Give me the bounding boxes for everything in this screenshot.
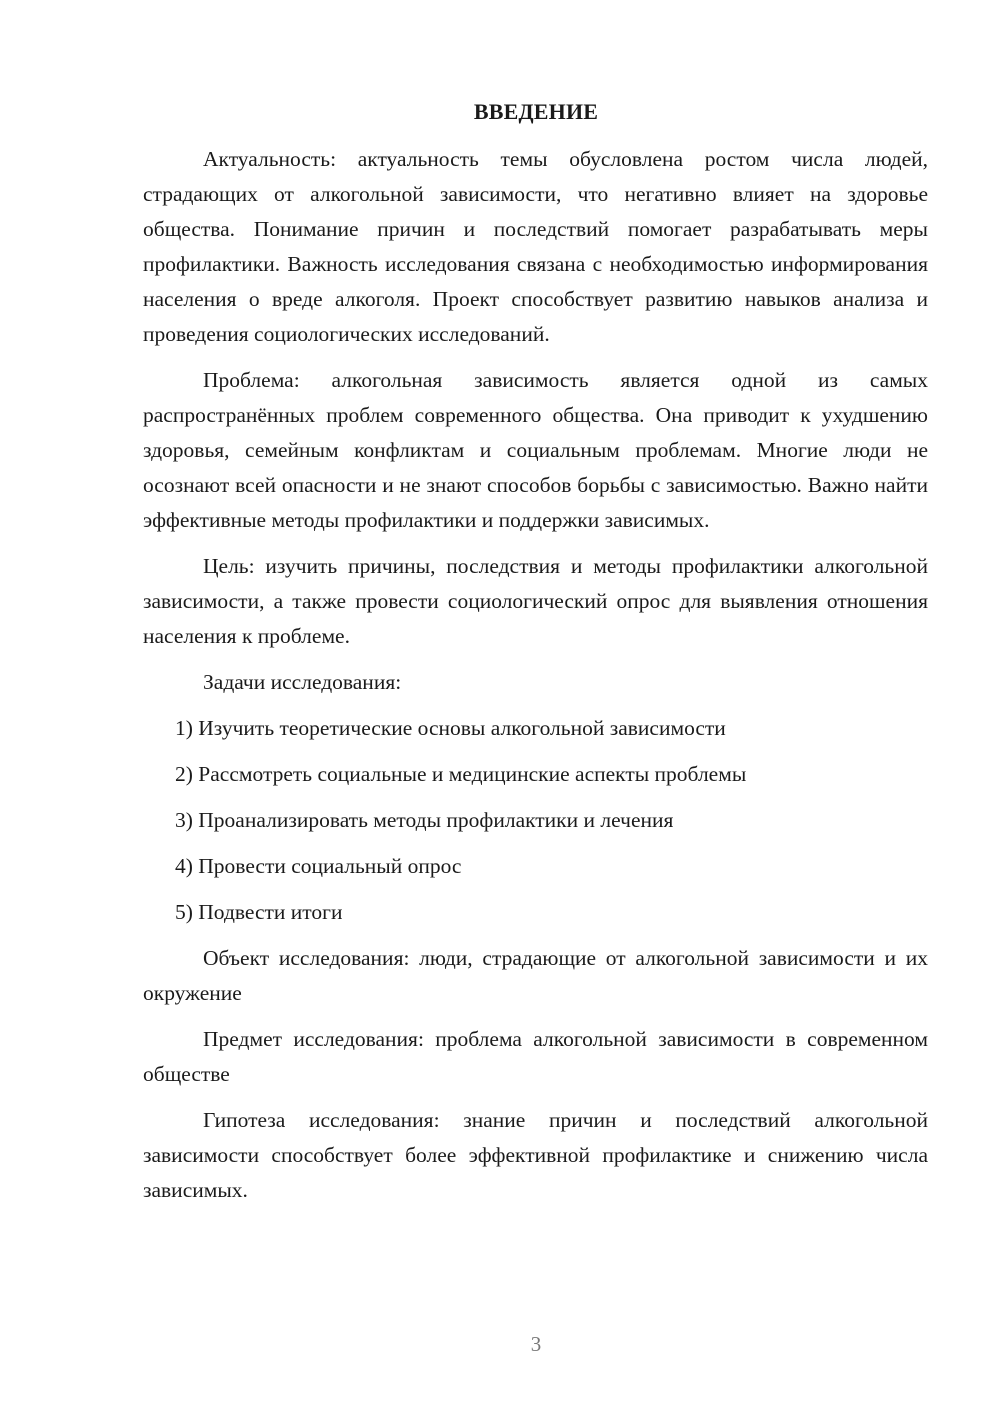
paragraph-subject: Предмет исследования: проблема алкогольной зависимости в современном обществе xyxy=(143,1027,928,1086)
list-item: 2) Рассмотреть социальные и медицинские аспекты проблемы xyxy=(175,762,747,786)
page-title: ВВЕДЕНИЕ xyxy=(473,99,599,124)
list-item: 3) Проанализировать методы профилактики и лечения xyxy=(175,808,674,832)
tasks-heading: Задачи исследования: xyxy=(203,670,402,694)
paragraph-relevance: Актуальность: актуальность темы обусловлена ростом числа людей, страдающих от алкогольной зависимости, что негативно влияет на здоровье общества. Понимание причин и последствий помогает разрабатывать меры профилактики. Важность исследования связана с необходимостью информирования населения о вреде алкоголя. Проект способствует развитию навыков анализа и проведения социологических исследований. xyxy=(143,147,928,346)
list-item: 5) Подвести итоги xyxy=(175,900,343,924)
paragraph-object: Объект исследования: люди, страдающие от алкогольной зависимости и их окружение xyxy=(143,946,928,1005)
paragraph-hypothesis: Гипотеза исследования: знание причин и последствий алкогольной зависимости способствует более эффективной профилактике и снижению числа зависимых. xyxy=(143,1108,928,1202)
tasks-list xyxy=(143,711,928,930)
paragraph-problem: Проблема: алкогольная зависимость является одной из самых распространённых проблем современного общества. Она приводит к ухудшению здоровья, семейным конфликтам и социальным проблемам. Многие люди не осознают всей опасности и не знают способов борьбы с зависимостью. Важно найти эффективные методы профилактики и поддержки зависимых. xyxy=(143,368,928,532)
page-number: 3 xyxy=(530,1332,542,1356)
paragraph-goal: Цель: изучить причины, последствия и методы профилактики алкогольной зависимости, а также провести социологический опрос для выявления отношения населения к проблеме. xyxy=(143,554,928,648)
list-item: 4) Провести социальный опрос xyxy=(175,854,462,878)
document-body xyxy=(143,142,928,1219)
list-item: 1) Изучить теоретические основы алкогольной зависимости xyxy=(175,716,726,740)
